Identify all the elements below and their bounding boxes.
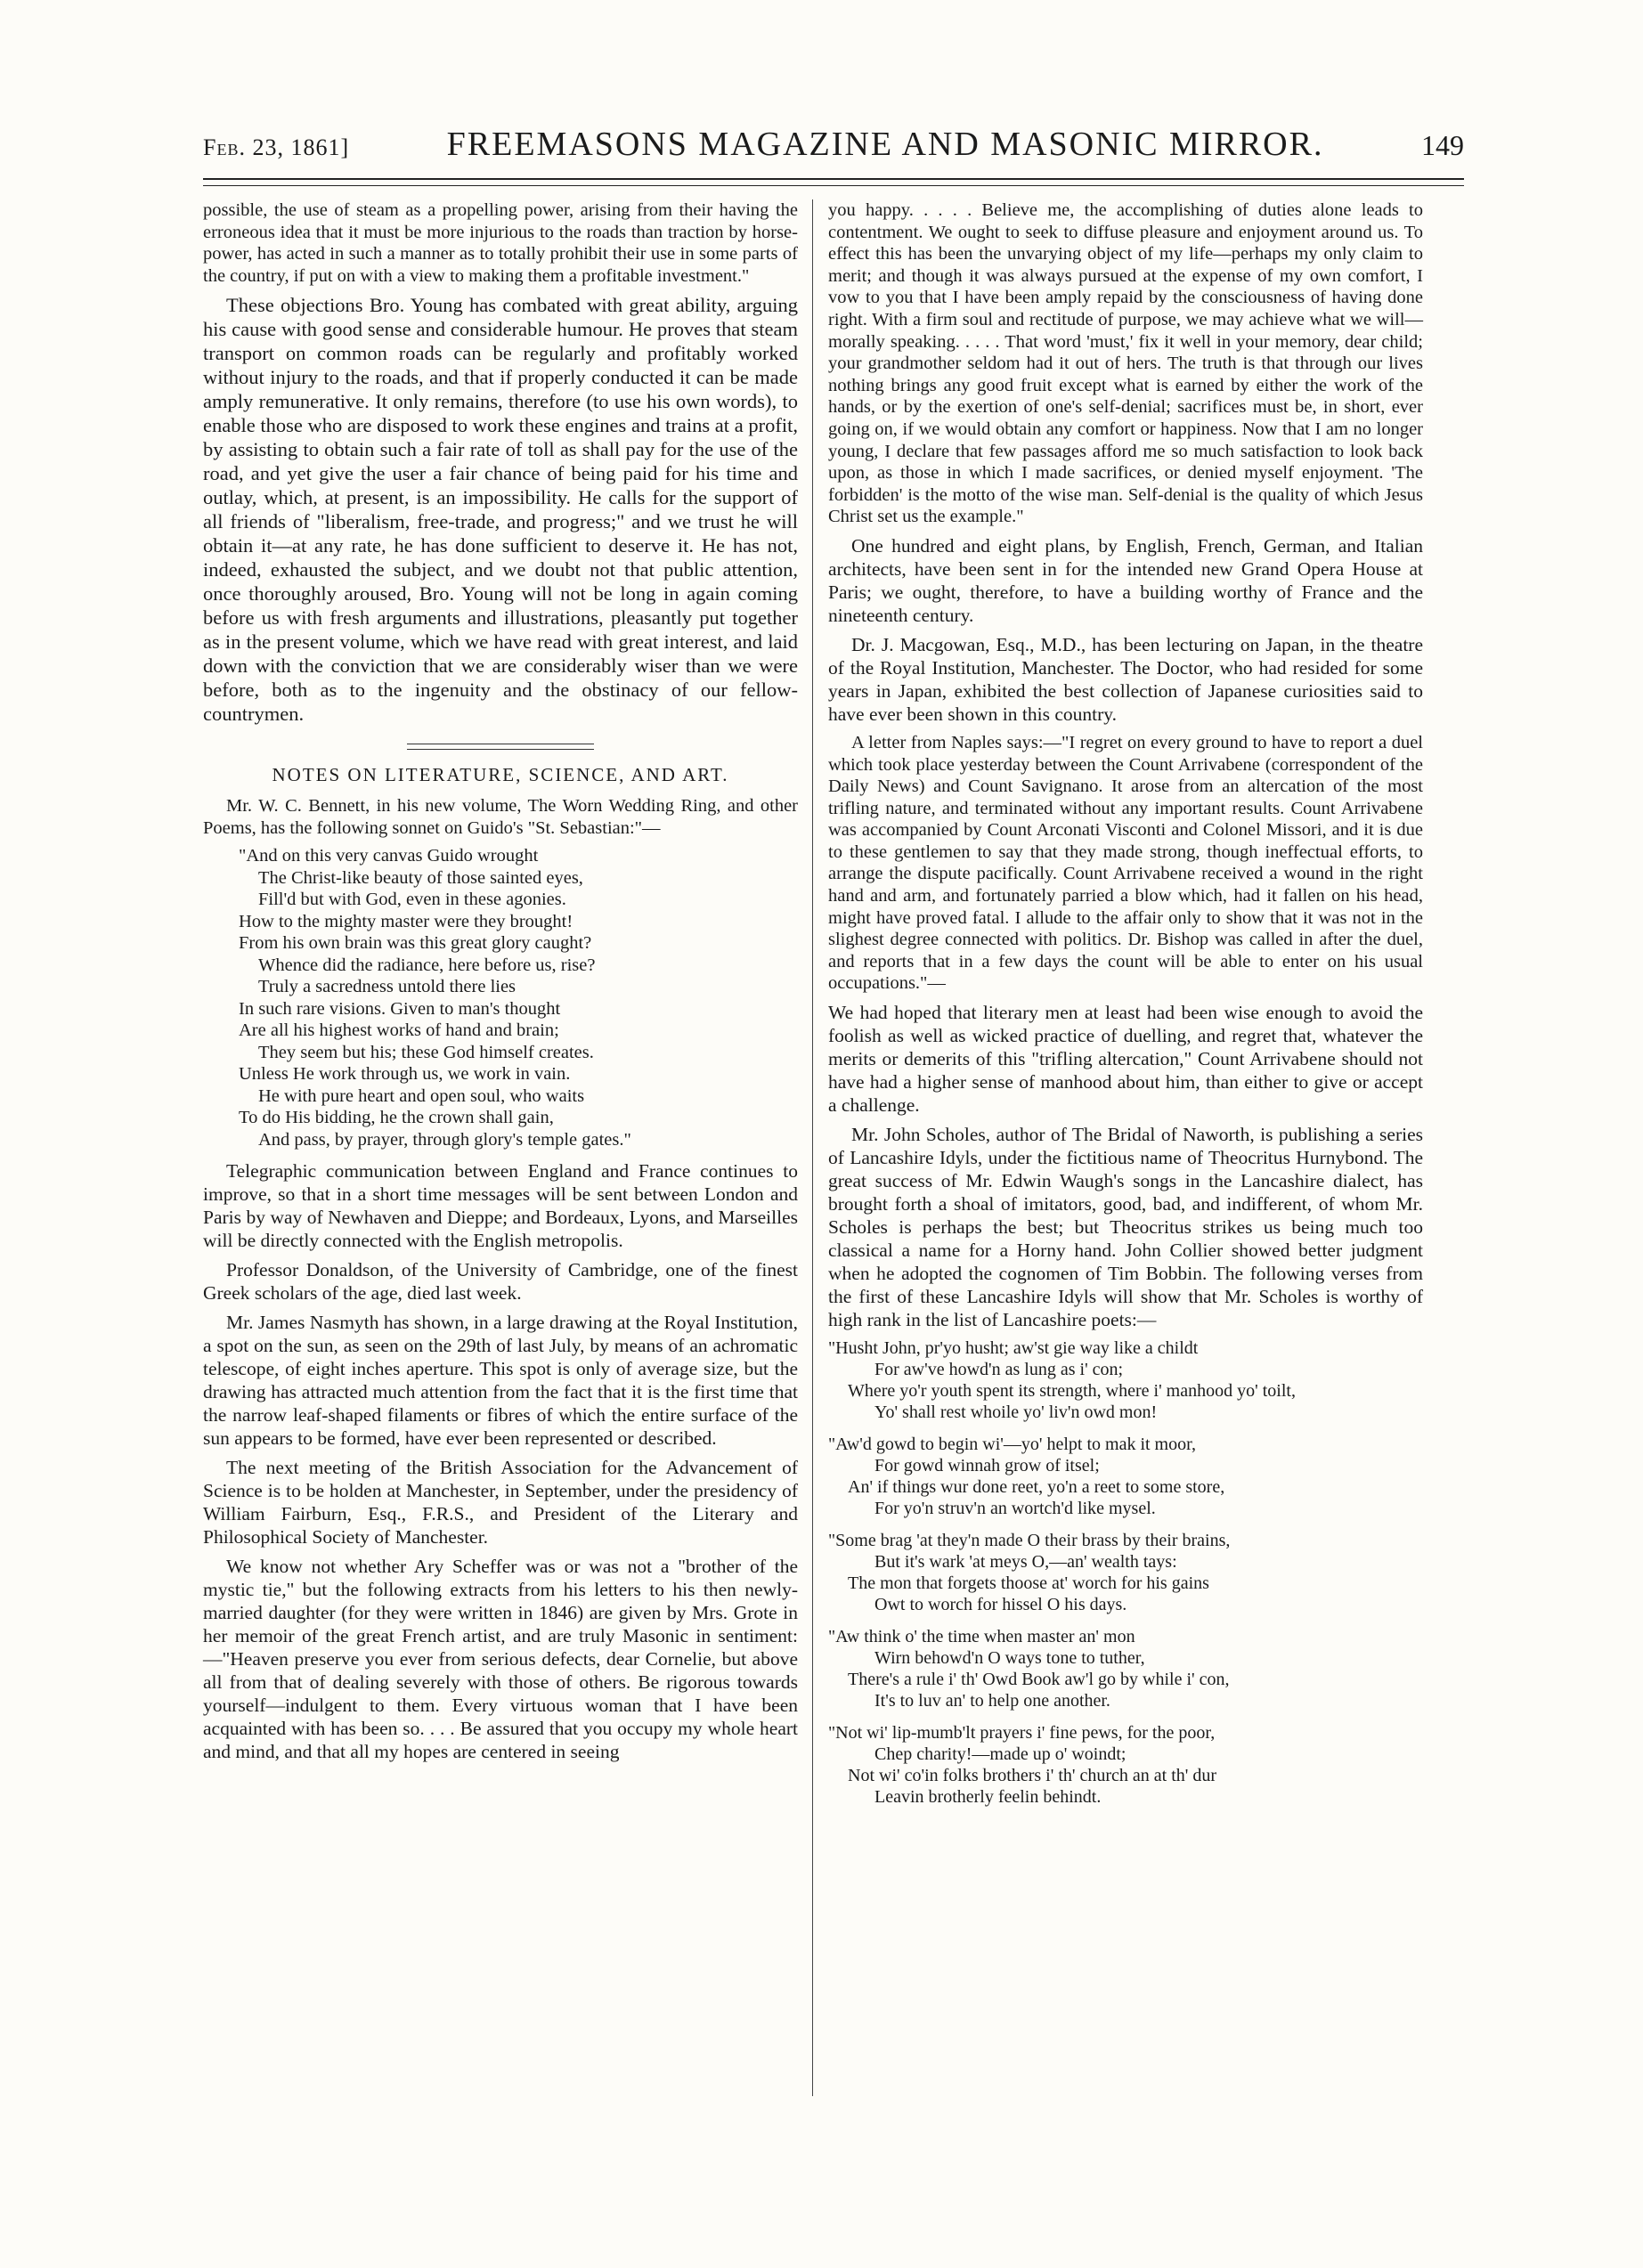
stanza bbox=[828, 1530, 1423, 1615]
verse-line: For gowd winnah grow of itsel; bbox=[874, 1456, 1100, 1476]
article-paragraph: Dr. J. Macgowan, Esq., M.D., has been lecturing on Japan, in the theatre of the Royal Institution, Manchester. The Doctor, who had resided for some years in Japan, exhibited the best collection of Japanese curiosities said to have ever been shown in this country. bbox=[828, 633, 1423, 725]
poem-line: He with pure heart and open soul, who waits bbox=[258, 1085, 585, 1106]
poem-line: From his own brain was this great glory caught? bbox=[239, 933, 592, 954]
verse-line: "Not wi' lip-mumb'lt prayers i' fine pews, for the poor, bbox=[828, 1723, 1216, 1744]
verse-line: Chep charity!—made up o' woindt; bbox=[874, 1744, 1127, 1765]
article-paragraph: We know not whether Ary Scheffer was or was not a "brother of the mystic tie," but the following extracts from his letters to his then newly-married daughter (for they were written in 1846) are given by Mrs. Grote in her memoir of the great French artist, and are truly Masonic in sentiment:—"Heaven preserve you ever from serious defects, dear Cornelie, but above all from that of dealing severely with those of others. Be rigorous towards yourself—indulgent to them. Every virtuous woman that I have been acquainted with has been so. . . . Be assured that you occupy my whole heart and mind, and that all my hopes are centered in seeing bbox=[203, 1556, 798, 1763]
verse-line: There's a rule i' th' Owd Book aw'l go by while i' con, bbox=[848, 1670, 1230, 1690]
issue-date: Feb. 23, 1861] bbox=[203, 134, 350, 160]
section-divider bbox=[407, 744, 594, 750]
verse-line: Yo' shall rest whoile yo' liv'n owd mon! bbox=[874, 1402, 1158, 1423]
verse-line: For yo'n struv'n an wortch'd like mysel. bbox=[874, 1499, 1156, 1519]
poem-line: They seem but his; these God himself creates. bbox=[258, 1042, 594, 1062]
article-continuation: possible, the use of steam as a propelling power, arising from their having the erroneous idea that it must be more injurious to the roads than traction by horse-power, has acted in such a manner as to totally prohibit their use in some parts of the country, if put on with a view to making them a profitable investment." bbox=[203, 200, 798, 286]
poem-line: In such rare visions. Given to man's thought bbox=[239, 998, 561, 1019]
column-divider bbox=[812, 199, 813, 2096]
page-number: 149 bbox=[1420, 129, 1464, 161]
masthead bbox=[203, 125, 1464, 167]
article-paragraph: Mr. John Scholes, author of The Bridal of Naworth, is publishing a series of Lancashire Idyls, under the fictitious name of Theocritus Hurnybond. The great success of Mr. Edwin Waugh's songs in the Lancashire dialect, has brought forth a shoal of imitators, good, bad, and indifferent, of whom Mr. Scholes is perhaps the best; but Theocritus strikes us being much too classical a name for a Horny hand. John Collier showed better judgment when he adopted the cognomen of Tim Bobbin. The following verses from the first of these Lancashire Idyls will show that Mr. Scholes is worthy of high rank in the list of Lancashire poets:— bbox=[828, 1124, 1423, 1331]
verse-line: "Some brag 'at they'n made O their brass by their brains, bbox=[828, 1531, 1231, 1551]
sonnet bbox=[239, 845, 798, 1150]
poem-line: Fill'd but with God, even in these agonies. bbox=[258, 890, 566, 910]
lancashire-verses bbox=[828, 1337, 1423, 1808]
verse-line: Leavin brotherly feelin behindt. bbox=[874, 1787, 1102, 1808]
article-paragraph: Mr. James Nasmyth has shown, in a large drawing at the Royal Institution, a spot on the sun, as seen on the 29th of last July, by means of an achromatic telescope, of eight inches aperture. This spot is only of average size, but the drawing has attracted much attention from the fact that it is the first time that the narrow leaf-shaped filaments or fibres of which the entire surface of the sun appears to be formed, have ever been represented or described. bbox=[203, 1312, 798, 1450]
poem-line: And pass, by prayer, through glory's temple gates." bbox=[258, 1129, 631, 1150]
article-paragraph: Professor Donaldson, of the University of Cambridge, one of the finest Greek scholars of the age, died last week. bbox=[203, 1259, 798, 1305]
article-paragraph: We had hoped that literary men at least had been wise enough to avoid the foolish as well as wicked practice of duelling, and regret that, whatever the merits or demerits of this "trifling altercation," Count Arrivabene should not have had a higher sense of manhood about him, than either to give or accept a challenge. bbox=[828, 1002, 1423, 1117]
verse-line: "Aw'd gowd to begin wi'—yo' helpt to mak it moor, bbox=[828, 1435, 1196, 1455]
stanza bbox=[828, 1337, 1423, 1423]
poem-line: To do His bidding, he the crown shall gain, bbox=[239, 1108, 554, 1128]
verse-line: Where yo'r youth spent its strength, where i' manhood yo' toilt, bbox=[848, 1381, 1296, 1402]
verse-line: Owt to worch for hissel O his days. bbox=[874, 1595, 1127, 1615]
poem-line: Are all his highest works of hand and brain; bbox=[239, 1020, 559, 1041]
verse-line: Not wi' co'in folks brothers i' th' church an at th' dur bbox=[848, 1766, 1217, 1786]
verse-line: An' if things wur done reet, yo'n a reet to some store, bbox=[848, 1477, 1225, 1498]
poem-line: How to the mighty master were they brought! bbox=[239, 911, 573, 931]
article-paragraph: One hundred and eight plans, by English, French, German, and Italian architects, have been sent in for the intended new Grand Opera House at Paris; we ought, therefore, to have a building worthy of France and the nineteenth century. bbox=[828, 534, 1423, 626]
article-continuation: you happy. . . . . Believe me, the accomplishing of duties alone leads to contentment. We ought to seek to diffuse pleasure and enjoyment around us. To effect this has been the unvarying object of my life—perhaps my only claim to merit; and though it was always pursued at the expense of my own comfort, I vow to you that I have been amply repaid by the consciousness of having done right. With a firm soul and rectitude of purpose, we may achieve what we will—morally speaking. . . . . That word 'must,' fix it well in your memory, dear child; your grandmother seldom had it out of hers. The truth is that through our lives nothing brings any good fruit except what is earned by either the work of the hands, or by the exertion of one's self-denial; sacrifices must be, in short, ever going on, if we would obtain any comfort or happiness. Now that I am no longer young, I declare that few passages afford me so much satisfaction to look back upon, as those in which I made sacrifices, or denied myself enjoyment. 'The forbidden' is the motto of the wise man. Self-denial is the quality of which Jesus Christ set us the example." bbox=[828, 200, 1423, 527]
right-column bbox=[828, 199, 1423, 1820]
poem-line: Whence did the radiance, here before us, rise? bbox=[258, 955, 596, 975]
verse-line: "Aw think o' the time when master an' mon bbox=[828, 1627, 1135, 1647]
section-heading: NOTES ON LITERATURE, SCIENCE, AND ART. bbox=[272, 764, 729, 786]
verse-line: "Husht John, pr'yo husht; aw'st gie way like a childt bbox=[828, 1338, 1199, 1359]
header-rule bbox=[203, 178, 1464, 186]
verse-line: The mon that forgets thoose at' worch for his gains bbox=[848, 1573, 1209, 1594]
verse-line: For aw've howd'n as lung as i' con; bbox=[874, 1360, 1124, 1380]
poem-line: Truly a sacredness untold there lies bbox=[258, 977, 516, 997]
publication-title: FREEMASONS MAGAZINE AND MASONIC MIRROR. bbox=[446, 126, 1324, 163]
article-paragraph: These objections Bro. Young has combated with great ability, arguing his cause with good sense and considerable humour. He proves that steam transport on common roads can be regularly and profitably worked without injury to the roads, and that if properly conducted it can be made amply remunerative. It only remains, therefore (to use his own words), to enable those who are disposed to work these engines and trains at a profit, by assisting to obtain such a fair rate of toll as shall pay for the use of the road, and yet give the user a fair chance of being paid for his time and outlay, which, at present, is an impossibility. He calls for the support of all friends of "liberalism, free-trade, and progress;" and we trust he will obtain it—at any rate, he has done sufficient to deserve it. He has not, indeed, exhausted the subject, and we doubt not that public attention, once thoroughly aroused, Bro. Young will not be long in again coming before us with fresh arguments and illustrations, pleasantly put together as in the present volume, which we have read with great interest, and laid down with the conviction that we are considerably wiser than we were before, both as to the ingenuity and the obstinacy of our fellow-countrymen. bbox=[203, 294, 798, 726]
verse-line: Wirn behowd'n O ways tone to tuther, bbox=[874, 1648, 1145, 1669]
stanza bbox=[828, 1434, 1423, 1519]
poem-line: "And on this very canvas Guido wrought bbox=[239, 846, 539, 866]
poem-line: The Christ-like beauty of those sainted eyes, bbox=[258, 867, 583, 888]
poem-line: Unless He work through us, we work in vain. bbox=[239, 1064, 571, 1085]
article-paragraph: Telegraphic communication between England and France continues to improve, so that in a short time messages will be sent between London and Paris by way of Newhaven and Dieppe; and Bordeaux, Lyons, and Marseilles will be directly connected with the English metropolis. bbox=[203, 1160, 798, 1252]
verse-line: But it's wark 'at meys O,—an' wealth tays: bbox=[874, 1552, 1177, 1573]
article-paragraph: Mr. W. C. Bennett, in his new volume, The Worn Wedding Ring, and other Poems, has the following sonnet on Guido's "St. Sebastian:"— bbox=[203, 795, 798, 838]
verse-line: It's to luv an' to help one another. bbox=[874, 1691, 1110, 1711]
left-column bbox=[203, 199, 798, 1769]
article-paragraph: A letter from Naples says:—"I regret on every ground to have to report a duel which took place yesterday between the Count Arrivabene (correspondent of the Daily News) and Count Savignano. It arose from an altercation of the most trifling nature, and terminated without any important results. Count Arrivabene was accompanied by Count Arconati Visconti and Colonel Missori, and it is due to these gentlemen to say that they made strong, though ineffectual efforts, to arrange the dispute pacifically. Count Arrivabene received a wound in the right hand and arm, and fortunately parried a blow which, had it fallen on his head, might have proved fatal. I allude to the affair only to show that it was not in the slighest degree connected with politics. Dr. Bishop was called in after the duel, and reports that in a few days the count will be able to enter on his usual occupations."— bbox=[828, 732, 1423, 994]
stanza bbox=[828, 1626, 1423, 1711]
article-paragraph: The next meeting of the British Association for the Advancement of Science is to be holden at Manchester, in September, under the presidency of William Fairburn, Esq., F.R.S., and President of the Literary and Philosophical Society of Manchester. bbox=[203, 1457, 798, 1549]
stanza bbox=[828, 1722, 1423, 1808]
